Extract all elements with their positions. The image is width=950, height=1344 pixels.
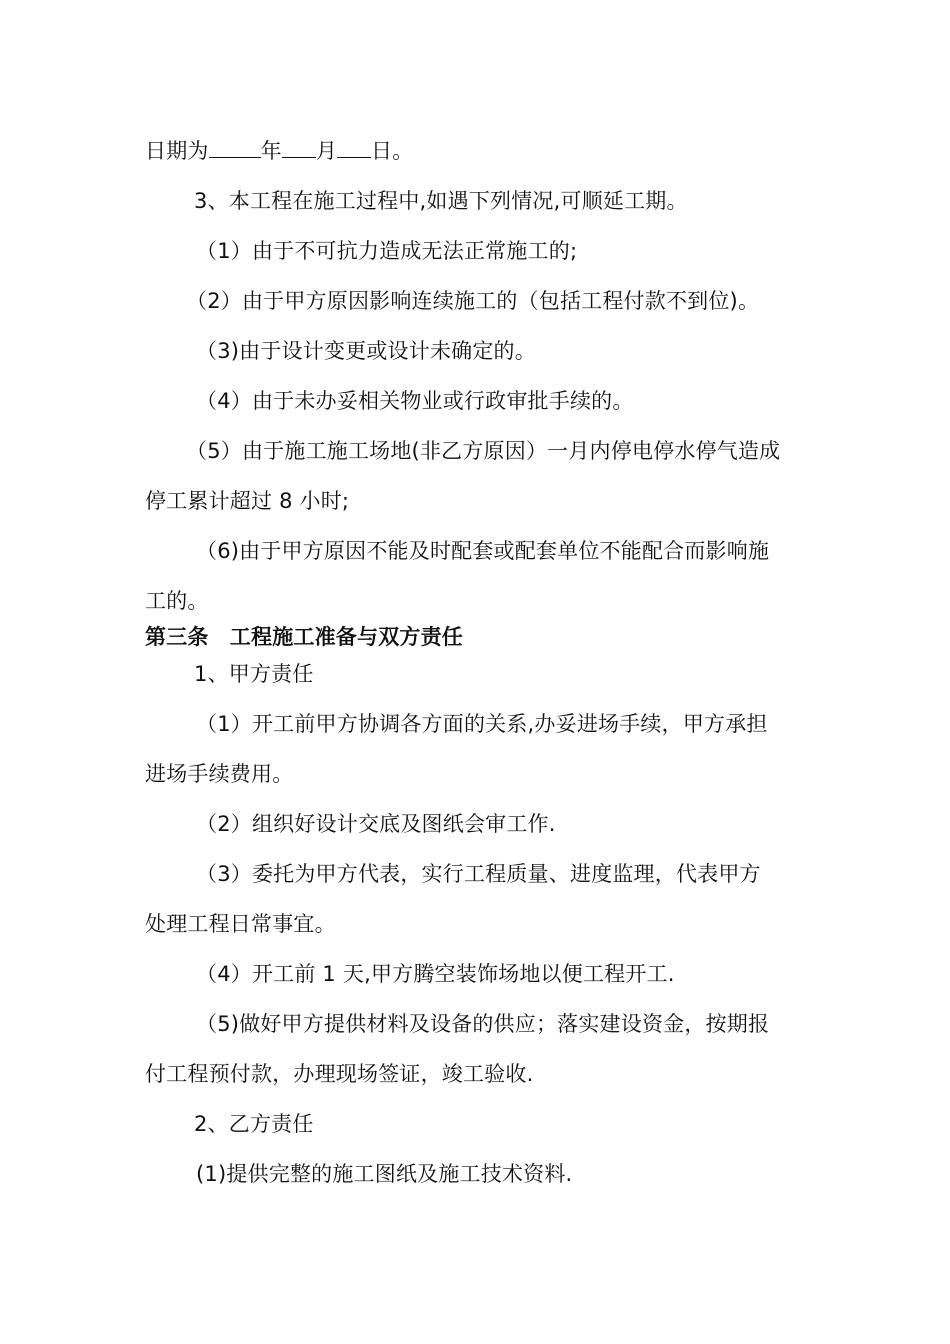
- item-1-text: （1）由于不可抗力造成无法正常施工的;: [196, 239, 578, 263]
- clause-3-text: 3、本工程在施工过程中,如遇下列情况,可顺延工期。: [194, 189, 688, 213]
- date-label: 日期为: [145, 139, 209, 163]
- article-3-heading: 第三条 工程施工准备与双方责任: [145, 625, 463, 649]
- party-a-item-5: （5)做好甲方提供材料及设备的供应；落实建设资金，按期报: [196, 1012, 770, 1036]
- item-6-text: （6)由于甲方原因不能及时配套或配套单位不能配合而影响施: [196, 539, 770, 563]
- year-label: 年: [260, 139, 282, 163]
- party-a-item-1-continued: 进场手续费用。: [145, 762, 294, 786]
- year-blank: [209, 137, 261, 158]
- party-a-item-2: （2）组织好设计交底及图纸会审工作.: [196, 812, 556, 836]
- item-2-text: （2）由于甲方原因影响连续施工的（包括工程付款不到位)。: [186, 289, 760, 313]
- day-blank: [337, 137, 371, 158]
- party-a-item-1: （1）开工前甲方协调各方面的关系,办妥进场手续，甲方承担: [196, 712, 768, 736]
- month-blank: [282, 137, 316, 158]
- item-4-text: （4）由于未办妥相关物业或行政审批手续的。: [196, 389, 634, 413]
- party-a-item-3: （3）委托为甲方代表，实行工程质量、进度监理，代表甲方: [196, 862, 761, 886]
- item-5-text: （5）由于施工施工场地(非乙方原因）一月内停电停水停气造成: [186, 439, 781, 463]
- item-3-text: （3)由于设计变更或设计未确定的。: [196, 339, 536, 363]
- party-a-item-5-continued: 付工程预付款，办理现场签证，竣工验收.: [145, 1062, 534, 1086]
- party-a-item-4: （4）开工前 1 天,甲方腾空装饰场地以便工程开工.: [196, 962, 675, 986]
- date-line: [145, 136, 413, 166]
- month-label: 月: [315, 139, 338, 163]
- item-6-continued: 工的。: [145, 589, 209, 613]
- party-b-item-1: (1)提供完整的施工图纸及施工技术资料.: [196, 1162, 573, 1186]
- day-label: 日。: [371, 139, 414, 163]
- party-b-heading: 2、乙方责任: [194, 1112, 314, 1136]
- item-5-continued: 停工累计超过 8 小时;: [145, 489, 350, 513]
- party-a-heading: 1、甲方责任: [194, 662, 314, 686]
- party-a-item-3-continued: 处理工程日常事宜。: [145, 912, 336, 936]
